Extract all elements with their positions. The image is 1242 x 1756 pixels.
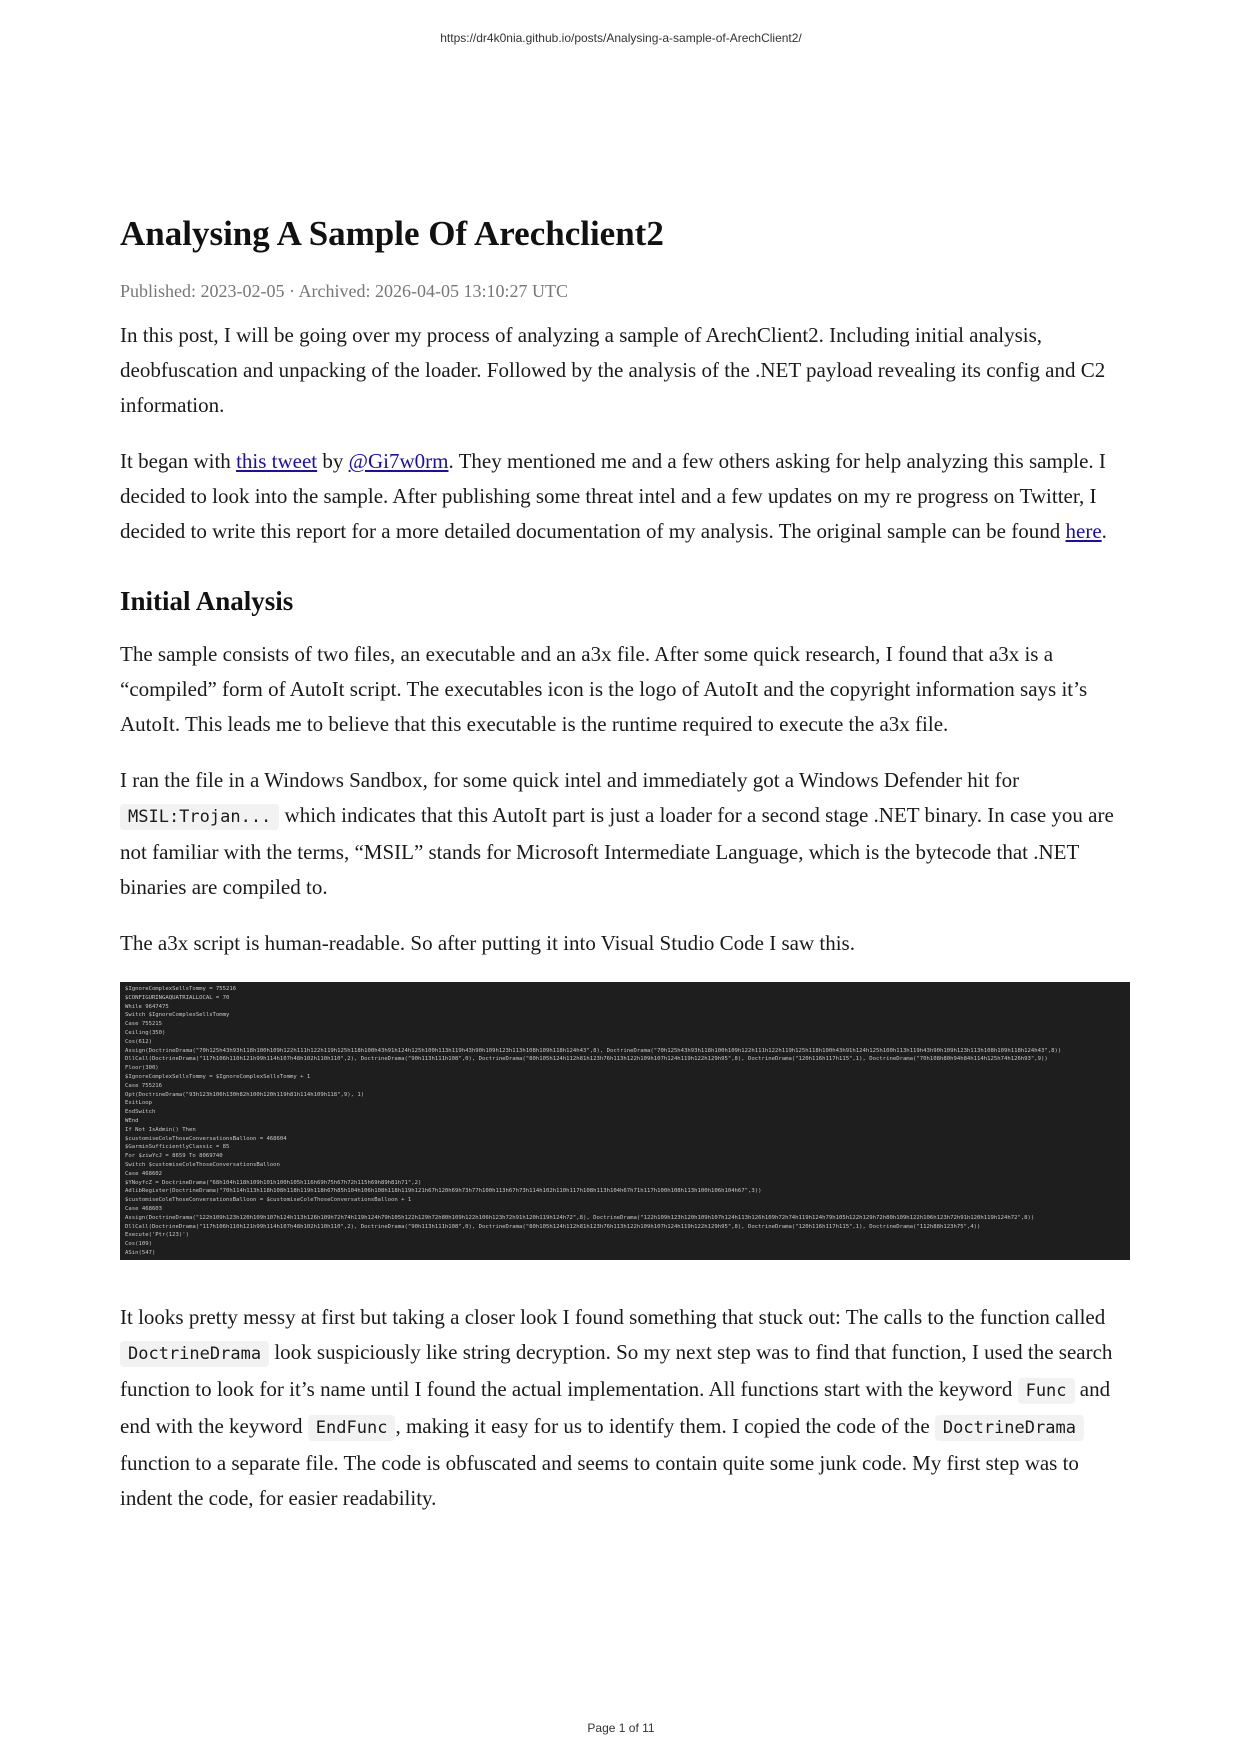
code-line: While 9647475 [125, 1003, 169, 1010]
code-line: Assign(DoctrineDrama("122h109h123h120h109h107h124h113h126h109h72h74h119h124h79h105h122h129h72h80h109h122h106h123h72h91h120h119h124h72",8), DoctrineDrama("122h109h123h120h109h107h124h113h126h109h72h74h119h124h79h105h122h129h72h80h109h122h106h123h72h91h120h119h124h72",8)) [125, 1214, 1035, 1221]
code-line: DllCall(DoctrineDrama("117h106h110h121h99h114h107h48h102h110h110",2), DoctrineDrama("90h113h111h108",0), DoctrineDrama("80h105h124h112h81h123h76h113h122h109h107h124h119h122h129h95",8), DoctrineDrama("120h116h117h115",1), DoctrineDrama("70h108h80h94h84h114h125h74h126h93",9)) [125, 1056, 1048, 1063]
code-line: Opt(DoctrineDrama("93h123h106h130h82h100h120h119h81h114h109h118",9), 1) [125, 1091, 365, 1098]
sample-link[interactable]: here [1065, 519, 1102, 543]
code-line: ASin(547) [125, 1249, 156, 1256]
text: , making it easy for us to identify them. I copied the code of the [395, 1414, 935, 1438]
code-line: If Not IsAdmin() Then [125, 1126, 196, 1133]
analysis-paragraph [120, 1300, 1130, 1516]
page-number: Page 1 of 11 [587, 1721, 655, 1735]
code-line: Switch $customiseColeThoseConversationsBalloon [125, 1161, 280, 1168]
code-line: WEnd [125, 1117, 139, 1124]
code-line: ExitLoop [125, 1100, 152, 1107]
text: function to a separate file. The code is obfuscated and seems to contain quite some junk code. My first step was to indent the code, for easier readability. [120, 1451, 1079, 1510]
text: which indicates that this AutoIt part is just a loader for a second stage .NET binary. In case you are not familiar with the terms, “MSIL” stands for Microsoft Intermediate Language, which is the bytecode that .NET binaries are compiled to. [120, 803, 1114, 899]
text: . They mentioned me and a few others asking for help analyzing this sample. I decided to look into the sample. After publishing some threat intel and a few updates on my re progress on Twitter, I decided to write this report for a more detailed documentation of my analysis. The original sample can be found [120, 449, 1106, 543]
text: by [317, 449, 349, 473]
code-line: $YNoyfcZ = DoctrineDrama("68h104h118h109h101h100h105h116h69h75h67h72h115h69h89h81h71",2) [125, 1179, 422, 1186]
code-line: $customiseColeThoseConversationsBalloon = 468604 [125, 1135, 287, 1142]
page-url: https://dr4k0nia.github.io/posts/Analysing-a-sample-of-ArechClient2/ [440, 31, 802, 45]
code-line: For $ziwYcJ = 8659 To 8069740 [125, 1153, 223, 1160]
article-meta: Published: 2023-02-05 · Archived: 2026-04-05 13:10:27 UTC [120, 281, 568, 301]
text: look suspiciously like string decryption. So my next step was to find that function, I used the search function to look for it’s name until I found the actual implementation. All functions start with the keyword [120, 1340, 1113, 1401]
code-line: Cos(109) [125, 1241, 152, 1248]
text: I ran the file in a Windows Sandbox, for some quick intel and immediately got a Windows Defender hit for [120, 768, 1020, 792]
code-line: Switch $IgnoreComplexSellsTommy [125, 1012, 230, 1019]
text: It began with [120, 449, 237, 473]
code-line: Case 755216 [125, 1082, 163, 1089]
inline-code: DoctrineDrama [120, 1341, 269, 1367]
inline-code: DoctrineDrama [935, 1415, 1084, 1441]
code-line: Case 755215 [125, 1021, 163, 1028]
inline-code: MSIL:Trojan... [120, 804, 279, 830]
intro-paragraph: In this post, I will be going over my process of analyzing a sample of ArechClient2. Including initial analysis, deobfuscation and unpacking of the loader. Followed by the analysis of the .NET payload revealing its config and C2 information. [120, 323, 1106, 417]
code-line: Execute('Ptr(123)') [125, 1232, 189, 1239]
code-line: $IgnoreComplexSellsTommy = 755216 [125, 986, 237, 992]
article [120, 212, 1130, 1537]
code-line: Case 468603 [125, 1205, 163, 1212]
inline-code: Func [1018, 1378, 1075, 1404]
section-heading-initial-analysis: Initial Analysis [120, 586, 294, 616]
code-line: DllCall(DoctrineDrama("117h106h110h121h99h114h107h48h102h110h110",2), DoctrineDrama("90h113h111h108",0), DoctrineDrama("80h105h124h112h81h123h76h113h122h109h107h124h119h122h129h95",8), DoctrineDrama("120h116h117h115",1), DoctrineDrama("112h88h123h75",4)) [125, 1223, 981, 1230]
code-line: Assign(DoctrineDrama("70h125h43h93h118h100h109h122h111h122h119h125h118h100h43h91h124h125h100h113h119h43h90h109h123h113h108h109h118h124h43",8), DoctrineDrama("70h125h43h93h118h100h109h122h111h122h119h125h118h100h43h91h124h125h100h113h119h43h90h109h123h113h108h109h118h124h43",8)) [125, 1047, 1062, 1054]
code-line: Cos(612) [125, 1038, 152, 1045]
a3x-paragraph: The a3x script is human-readable. So after putting it into Visual Studio Code I saw this. [120, 931, 855, 955]
code-line: Ceiling(350) [125, 1029, 166, 1036]
code-line: AdlibRegister(DoctrineDrama("70h114h113h118h108h118h119h118h67h85h104h106h108h118h119h121h67h120h69h73h77h100h113h67h73h114h102h110h117h108h113h104h67h71h117h100h108h113h100h106h104h67",3)) [125, 1188, 762, 1195]
code-line: Floor(300) [125, 1065, 159, 1072]
text: . [1101, 519, 1107, 543]
origin-paragraph [120, 444, 1130, 549]
code-line: Case 468602 [125, 1170, 163, 1177]
code-line: $CONFIGURINGAQUATRIALLOCAL = 70 [125, 994, 230, 1001]
author-link[interactable]: @Gi7w0rm [348, 449, 449, 473]
files-paragraph: The sample consists of two files, an executable and an a3x file. After some quick research, I found that a3x is a “compiled” form of AutoIt script. The executables icon is the logo of AutoIt and the copyright information says it’s AutoIt. This leads me to believe that this executable is the runtime required to execute the a3x file. [120, 642, 1088, 736]
code-screenshot [120, 982, 1130, 1260]
text: and end with the keyword [120, 1377, 1111, 1438]
inline-code: EndFunc [308, 1415, 396, 1441]
article-title: Analysing A Sample Of Arechclient2 [120, 214, 664, 253]
text: It looks pretty messy at first but taking a closer look I found something that stuck out: The calls to the function called [120, 1305, 1106, 1329]
code-line: EndSwitch [125, 1109, 156, 1116]
code-line: $customiseColeThoseConversationsBalloon = $customiseColeThoseConversationsBalloon + 1 [125, 1197, 412, 1204]
code-line: $IgnoreComplexSellsTommy = $IgnoreComplexSellsTommy + 1 [125, 1073, 311, 1080]
sandbox-paragraph [120, 763, 1130, 905]
code-line: $GarminSufficientlyClassic = 85 [125, 1144, 230, 1151]
tweet-link[interactable]: this tweet [236, 449, 318, 473]
